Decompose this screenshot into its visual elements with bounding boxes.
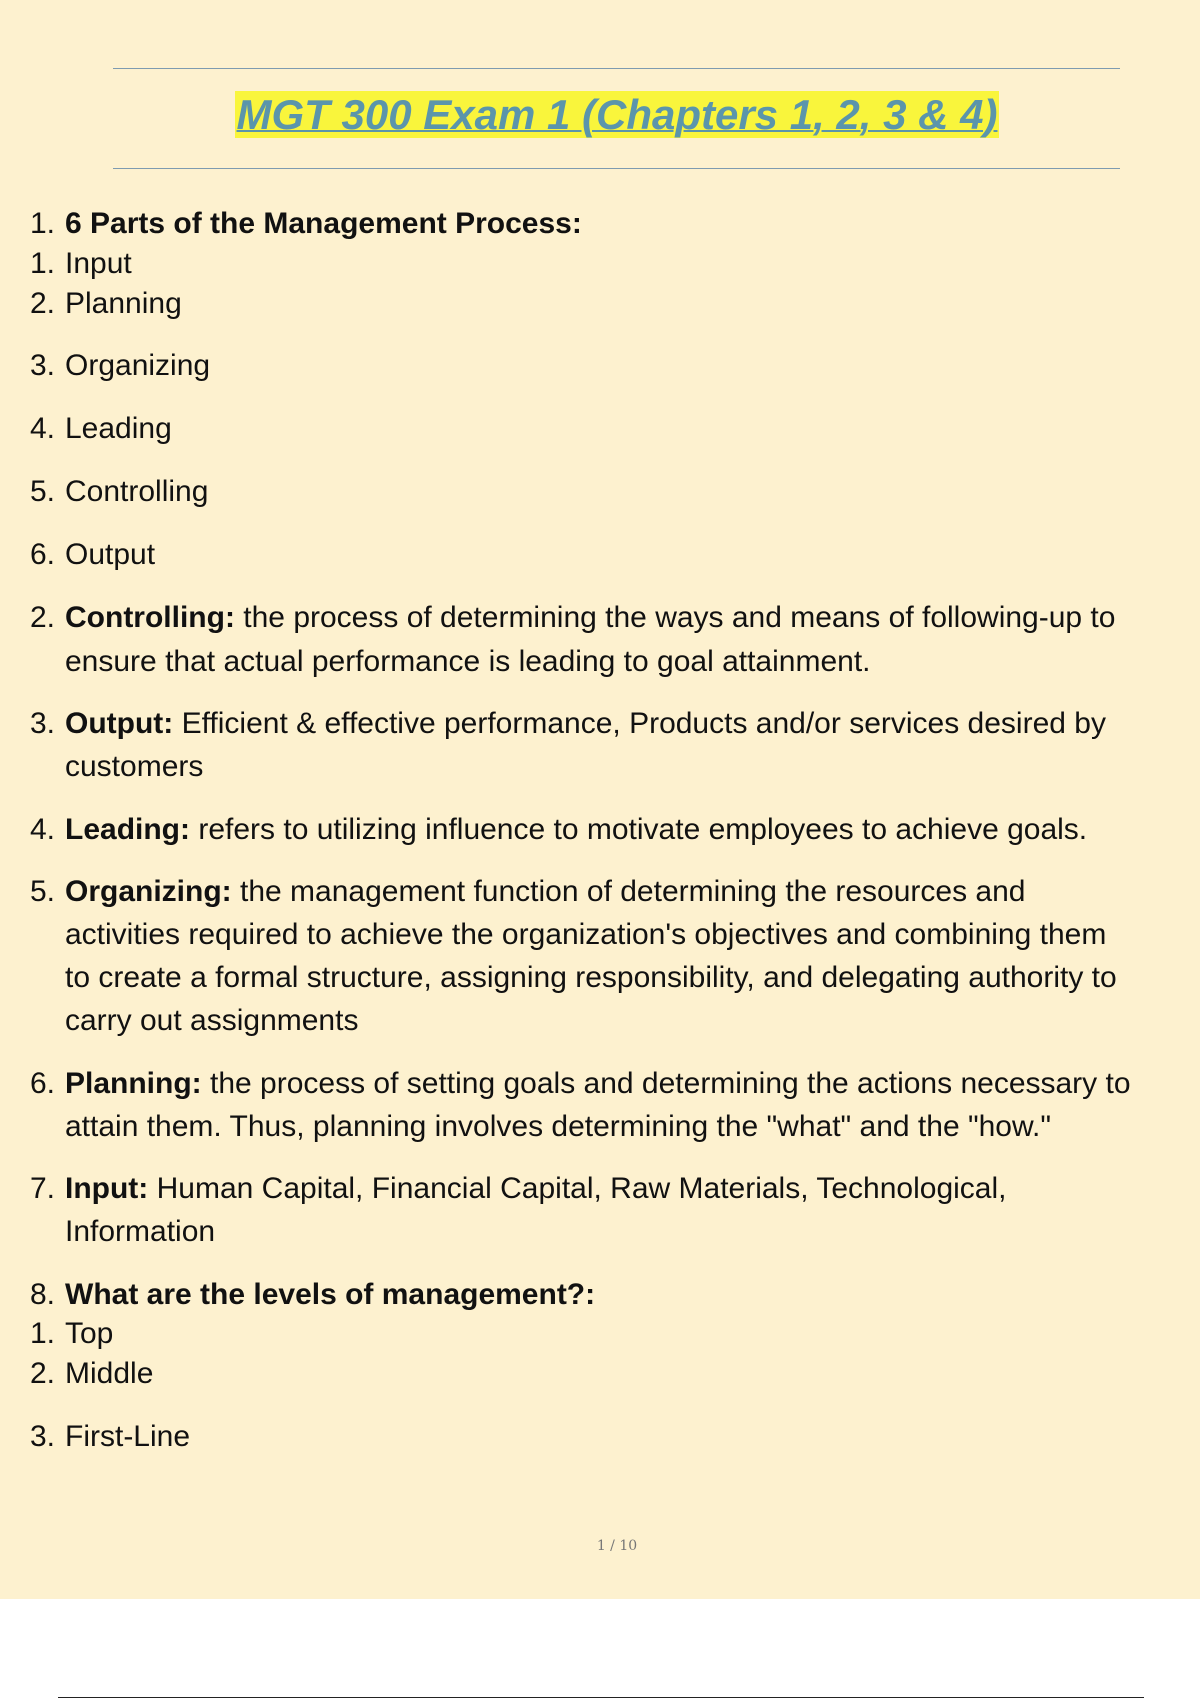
- page-number: 1 / 10: [596, 1538, 638, 1554]
- title-top-rule: [113, 68, 1120, 69]
- list-item-continuation: to create a formal structure, assigning responsibility, and delegating authority to: [65, 961, 1117, 994]
- list-item-continuation: activities required to achieve the organization's objectives and combining them: [65, 918, 1107, 951]
- list-item-continuation: customers: [65, 750, 204, 783]
- list-item-continuation: attain them. Thus, planning involves determining the "what" and the "how.": [65, 1110, 1051, 1143]
- next-page-edge: [58, 1697, 1144, 1698]
- title-bottom-rule: [113, 168, 1120, 169]
- list-item-continuation: Information: [65, 1215, 216, 1248]
- document-page: MGT 300 Exam 1 (Chapters 1, 2, 3 & 4) 1. 6 Parts of the Management Process: 1. Input 2. Planning 3. Organizing 4. Leading 5. Controlling 6. Output 2. Controlling: the process of determining the ways and means of following-up to ensure that actual performance is leading to goal attainment. 3. Output: Efficient & effective performance, Products and/or services desired by customers 4. Leading: refers to utilizing influence to motivate employees to achieve goals. 5. Organizing: the management function of determining the resources and activities required to achieve the organization's objectives and combining them to create a formal structure, assigning responsibility, and delegating authority to carry out assignments 6. Planning: the process of setting goals and determining the actions necessary to attain them. Thus, planning involves determining the "what" and the "how." 7. Input: Human Capital, Financial Capital, Raw Materials, Technological, Information 8. What are the levels of management?: 1. Top 2. Middle 3. First-Line 1 / 10: [0, 0, 1200, 1599]
- list-item-continuation: ensure that actual performance is leading to goal attainment.: [65, 645, 871, 678]
- page-title: MGT 300 Exam 1 (Chapters 1, 2, 3 & 4): [236, 91, 998, 138]
- list-item-continuation: carry out assignments: [65, 1004, 359, 1037]
